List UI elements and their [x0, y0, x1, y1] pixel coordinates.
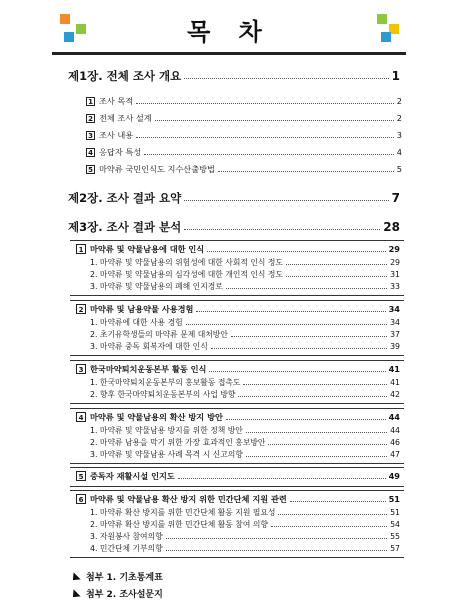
leader-dots: [246, 432, 387, 433]
toc-item[interactable]: [90, 281, 400, 292]
toc-section[interactable]: [86, 147, 402, 158]
item-page: 51: [390, 508, 400, 517]
toc-section[interactable]: [86, 113, 402, 124]
subsection-number: 4: [76, 412, 86, 422]
section-label: 전체 조사 설계: [99, 113, 152, 123]
subsection-label: 마약류 및 약물남용 확산 방지 위한 민간단체 지원 관련: [90, 494, 287, 504]
leader-dots: [207, 251, 385, 252]
subsection-page: 49: [388, 471, 400, 481]
leader-dots: [211, 348, 387, 349]
toc-item[interactable]: [90, 437, 400, 448]
section-label: 마약류 국민인식도 지수산출방법: [99, 164, 215, 174]
leader-dots: [196, 311, 385, 312]
subsection-page: 34: [388, 304, 400, 314]
leader-dots: [184, 229, 380, 230]
toc-subsection[interactable]: [76, 304, 400, 315]
leader-dots: [136, 137, 394, 138]
toc-subsection[interactable]: [76, 244, 400, 255]
toc-section[interactable]: [86, 130, 402, 141]
item-page: 47: [390, 450, 400, 459]
leader-dots: [246, 456, 387, 457]
item-page: 39: [390, 342, 400, 351]
leader-dots: [226, 419, 386, 420]
leader-dots: [186, 324, 387, 325]
item-page: 37: [390, 330, 400, 339]
section-number: 1: [86, 97, 95, 106]
subsection-number: 2: [76, 304, 86, 314]
toc-item[interactable]: [90, 449, 400, 460]
item-page: 29: [390, 258, 400, 267]
subsection-label: 중독자 재활시설 인지도: [90, 471, 175, 481]
item-label: 3. 마약류 및 약물남용의 폐해 인지경로: [90, 282, 223, 291]
subsection-number: 1: [76, 244, 86, 254]
toc-chapter-2[interactable]: [68, 190, 400, 206]
toc-item[interactable]: [90, 341, 400, 352]
page-title: 목 차: [187, 18, 272, 46]
item-page: 31: [390, 270, 400, 279]
toc-subsection[interactable]: [76, 412, 400, 423]
leader-dots: [209, 371, 385, 372]
toc-item[interactable]: [90, 269, 400, 280]
item-label: 4. 민간단체 기부의향: [90, 544, 163, 553]
leader-dots: [166, 538, 387, 539]
leader-dots: [268, 444, 387, 445]
chapter-page: 28: [383, 220, 400, 234]
appendix-1[interactable]: [70, 570, 163, 583]
toc-item[interactable]: [90, 425, 400, 436]
section-page: 4: [396, 147, 402, 157]
chapter-page: 1: [391, 69, 400, 83]
subsection-label: 한국마약퇴치운동본부 활동 인식: [90, 364, 207, 374]
section-page: 2: [396, 96, 402, 106]
toc-chapter-1[interactable]: [68, 68, 400, 84]
chapter-label: 제3장. 조사 결과 분석: [68, 220, 182, 234]
subsection-page: 44: [388, 412, 400, 422]
leader-dots: [231, 336, 387, 337]
item-label: 3. 자원봉사 참여의향: [90, 532, 163, 541]
leader-dots: [286, 264, 387, 265]
section-label: 조사 목적: [99, 96, 134, 106]
toc-header: [0, 0, 459, 56]
toc-item[interactable]: [90, 317, 400, 328]
item-label: 3. 마약류 중독 회복자에 대한 인식: [90, 342, 208, 351]
deco-square-blue: [381, 32, 391, 42]
item-page: 41: [390, 378, 400, 387]
subsection-page: 51: [388, 494, 400, 504]
toc-item[interactable]: [90, 389, 400, 400]
toc-item[interactable]: [90, 329, 400, 340]
leader-dots: [243, 384, 387, 385]
item-label: 1. 마약류 확산 방지를 위한 민간단체 활동 지원 필요성: [90, 508, 276, 517]
toc-subsection[interactable]: [76, 494, 400, 505]
toc-item[interactable]: [90, 507, 400, 518]
toc-item[interactable]: [90, 531, 400, 542]
leader-dots: [278, 514, 387, 515]
subsection-label: 마약류 및 약물남용의 확산 방지 방안: [90, 412, 223, 422]
item-label: 1. 마약류 및 약물남용의 위험성에 대한 사회적 인식 정도: [90, 258, 283, 267]
toc-item[interactable]: [90, 519, 400, 530]
leader-dots: [184, 78, 388, 79]
leader-dots: [290, 501, 386, 502]
item-page: 54: [390, 520, 400, 529]
appendix-label: 첨부 2. 조사설문지: [86, 590, 163, 600]
item-label: 1. 마약류에 대한 사용 경험: [90, 318, 183, 327]
leader-dots: [166, 550, 387, 551]
chapter-page: 7: [391, 191, 400, 205]
toc-subsection[interactable]: [76, 471, 400, 482]
leader-dots: [238, 396, 387, 397]
section-page: 5: [396, 164, 402, 174]
leader-dots: [226, 288, 387, 289]
subsection-page: 29: [388, 244, 400, 254]
leader-dots: [155, 120, 394, 121]
item-page: 44: [390, 426, 400, 435]
item-page: 34: [390, 318, 400, 327]
item-label: 2. 마약류 확산 방지를 위한 민간단체 활동 참여 의향: [90, 520, 268, 529]
item-label: 1. 마약류 및 약물남용 방지를 위한 정책 방안: [90, 426, 243, 435]
item-page: 57: [390, 544, 400, 553]
subsection-page: 41: [388, 364, 400, 374]
toc-subsection[interactable]: [76, 364, 400, 375]
item-label: 3. 마약류 및 약물남용 사례 목격 시 신고의향: [90, 450, 243, 459]
section-number: 5: [86, 165, 95, 174]
item-page: 33: [390, 282, 400, 291]
section-number: 3: [86, 131, 95, 140]
item-page: 46: [390, 438, 400, 447]
decorative-squares-right: [371, 14, 401, 44]
toc-item[interactable]: [90, 257, 400, 268]
section-label: 조사 내용: [99, 130, 134, 140]
deco-square-green: [377, 14, 387, 24]
subsection-number: 3: [76, 364, 86, 374]
triangle-bullet-icon: [69, 589, 80, 600]
subsection-label: 마약류 및 약물남용에 대한 인식: [90, 244, 205, 254]
leader-dots: [271, 526, 387, 527]
subsection-number: 6: [76, 494, 86, 504]
toc-section[interactable]: [86, 96, 402, 107]
leader-dots: [184, 200, 388, 201]
leader-dots: [178, 478, 386, 479]
section-number: 4: [86, 148, 95, 157]
item-page: 55: [390, 532, 400, 541]
item-label: 1. 한국마약퇴치운동본부의 홍보활동 접촉도: [90, 378, 241, 387]
toc-item[interactable]: [90, 543, 400, 554]
item-label: 2. 초기유학생들의 마약류 문제 대처방안: [90, 330, 228, 339]
item-label: 2. 마약류 남용을 막기 위한 가장 효과적인 홍보방안: [90, 438, 266, 447]
leader-dots: [136, 103, 394, 104]
item-page: 42: [390, 390, 400, 399]
appendix-2[interactable]: [70, 587, 163, 600]
item-label: 2. 향후 한국마약퇴치운동본부의 사업 방향: [90, 390, 236, 399]
toc-item[interactable]: [90, 377, 400, 388]
toc-section[interactable]: [86, 164, 402, 175]
title-divider: [52, 52, 406, 55]
subsection-label: 마약류 및 남용약물 사용경험: [90, 304, 194, 314]
leader-dots: [218, 171, 394, 172]
item-label: 2. 마약류 및 약물남용의 심각성에 대한 개인적 인식 정도: [90, 270, 283, 279]
chapter-label: 제2장. 조사 결과 요약: [68, 191, 182, 205]
triangle-bullet-icon: [69, 572, 80, 583]
subsection-number: 5: [76, 471, 86, 481]
section-page: 3: [396, 130, 402, 140]
toc-chapter-3[interactable]: [68, 219, 400, 235]
appendix-label: 첨부 1. 기초통계표: [86, 573, 163, 583]
leader-dots: [286, 276, 387, 277]
section-page: 2: [396, 113, 402, 123]
leader-dots: [144, 154, 394, 155]
section-label: 응답자 특성: [99, 147, 142, 157]
section-number: 2: [86, 114, 95, 123]
chapter-label: 제1장. 전체 조사 개요: [68, 69, 182, 83]
